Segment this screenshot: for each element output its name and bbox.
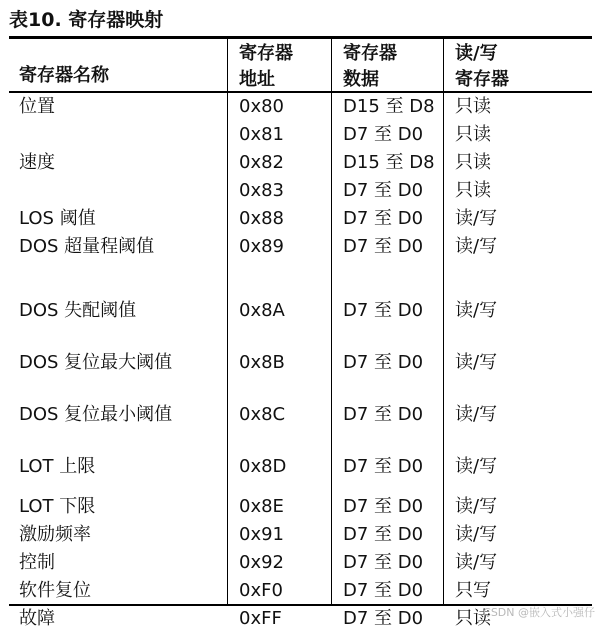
- register-address-cell: 0x88: [239, 208, 285, 229]
- register-name-cell: 位置: [19, 96, 55, 117]
- table-row: [0, 285, 601, 337]
- register-address-cell: 0x82: [239, 152, 285, 173]
- register-rw-cell: 读/写: [455, 404, 498, 425]
- header-read-write: 读/写 寄存器: [455, 43, 509, 90]
- header-register-address: 寄存器 地址: [239, 43, 293, 90]
- register-address-cell: 0x91: [239, 524, 285, 545]
- register-data-cell: D7 至 D0: [343, 124, 424, 145]
- register-rw-cell: 读/写: [455, 552, 498, 573]
- register-rw-cell: 读/写: [455, 456, 498, 477]
- register-name-cell: DOS 失配阈值: [19, 300, 137, 321]
- register-name-cell: 控制: [19, 552, 55, 573]
- register-data-cell: D7 至 D0: [343, 496, 424, 517]
- table-row: [0, 93, 601, 121]
- register-data-cell: D7 至 D0: [343, 524, 424, 545]
- table-row: [0, 177, 601, 205]
- register-address-cell: 0x80: [239, 96, 285, 117]
- register-address-cell: 0x89: [239, 236, 285, 257]
- table-row: [0, 441, 601, 493]
- register-rw-cell: 读/写: [455, 300, 498, 321]
- header-register-name: 寄存器名称: [19, 65, 109, 86]
- register-data-cell: D7 至 D0: [343, 300, 424, 321]
- register-rw-cell: 读/写: [455, 208, 498, 229]
- register-data-cell: D7 至 D0: [343, 352, 424, 373]
- register-name-cell: DOS 复位最大阈值: [19, 352, 173, 373]
- table-row: [0, 389, 601, 441]
- register-rw-cell: 只写: [455, 580, 491, 601]
- header-register-data: 寄存器 数据: [343, 43, 397, 90]
- register-name-cell: 速度: [19, 152, 55, 173]
- register-data-cell: D7 至 D0: [343, 456, 424, 477]
- table-row: [0, 337, 601, 389]
- table-row: [0, 549, 601, 577]
- register-data-cell: D7 至 D0: [343, 180, 424, 201]
- register-address-cell: 0x8D: [239, 456, 287, 477]
- table-row: [0, 521, 601, 549]
- register-name-cell: DOS 超量程阈值: [19, 236, 155, 257]
- register-address-cell: 0x83: [239, 180, 285, 201]
- register-address-cell: 0x8A: [239, 300, 285, 321]
- register-name-cell: LOT 下限: [19, 496, 96, 517]
- register-name-cell: LOT 上限: [19, 456, 96, 477]
- register-rw-cell: 只读: [455, 124, 491, 145]
- table-row: [0, 233, 601, 285]
- table-row: [0, 205, 601, 233]
- register-rw-cell: 读/写: [455, 524, 498, 545]
- register-address-cell: 0x8B: [239, 352, 285, 373]
- register-rw-cell: 只读: [455, 608, 491, 629]
- register-name-cell: LOS 阈值: [19, 208, 96, 229]
- register-address-cell: 0xFF: [239, 608, 282, 629]
- register-name-cell: 激励频率: [19, 524, 91, 545]
- table-row: [0, 149, 601, 177]
- register-data-cell: D7 至 D0: [343, 608, 424, 629]
- register-data-cell: D7 至 D0: [343, 580, 424, 601]
- register-name-cell: DOS 复位最小阈值: [19, 404, 173, 425]
- table-top-rule: [9, 36, 592, 39]
- watermark: CSDN @嵌入式小强仔: [483, 606, 595, 619]
- table-row: [0, 493, 601, 521]
- register-data-cell: D7 至 D0: [343, 404, 424, 425]
- table-title: 表10. 寄存器映射: [9, 9, 164, 31]
- register-address-cell: 0x8C: [239, 404, 286, 425]
- register-address-cell: 0x81: [239, 124, 285, 145]
- register-table-body: [0, 93, 601, 633]
- register-rw-cell: 只读: [455, 180, 491, 201]
- register-address-cell: 0xF0: [239, 580, 283, 601]
- register-rw-cell: 读/写: [455, 352, 498, 373]
- register-address-cell: 0x92: [239, 552, 285, 573]
- register-rw-cell: 读/写: [455, 496, 498, 517]
- register-data-cell: D7 至 D0: [343, 552, 424, 573]
- register-name-cell: 软件复位: [19, 580, 91, 601]
- register-rw-cell: 读/写: [455, 236, 498, 257]
- register-rw-cell: 只读: [455, 96, 491, 117]
- register-name-cell: 故障: [19, 608, 55, 629]
- register-data-cell: D7 至 D0: [343, 236, 424, 257]
- table-row: [0, 577, 601, 605]
- register-data-cell: D15 至 D8: [343, 96, 435, 117]
- register-address-cell: 0x8E: [239, 496, 284, 517]
- table-row: [0, 121, 601, 149]
- register-rw-cell: 只读: [455, 152, 491, 173]
- register-data-cell: D7 至 D0: [343, 208, 424, 229]
- register-data-cell: D15 至 D8: [343, 152, 435, 173]
